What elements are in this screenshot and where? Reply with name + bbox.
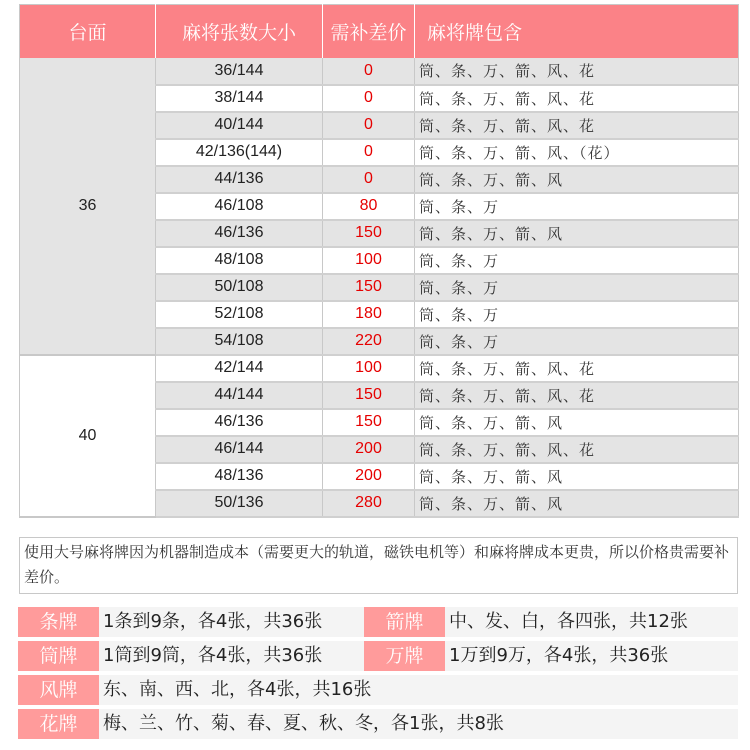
price-cell: 0 bbox=[323, 58, 415, 85]
legend-jian bbox=[364, 607, 688, 637]
legend-label: 风牌 bbox=[18, 675, 99, 705]
header-contents: 麻将牌包含 bbox=[415, 5, 739, 58]
price-cell: 100 bbox=[323, 355, 415, 382]
size-cell: 36/144 bbox=[156, 58, 323, 85]
table-header-row bbox=[20, 5, 739, 58]
size-cell: 48/108 bbox=[156, 247, 323, 274]
contents-cell: 筒、条、万、箭、风、花 bbox=[415, 112, 739, 139]
size-cell: 48/136 bbox=[156, 463, 323, 490]
legend-label: 万牌 bbox=[364, 641, 445, 671]
legend-label: 筒牌 bbox=[18, 641, 99, 671]
price-cell: 280 bbox=[323, 490, 415, 517]
legend-text: 东、南、西、北，各4张，共16张 bbox=[103, 679, 372, 700]
price-cell: 150 bbox=[323, 220, 415, 247]
price-cell: 220 bbox=[323, 328, 415, 355]
legend-feng bbox=[18, 675, 371, 705]
size-cell: 42/136(144) bbox=[156, 139, 323, 166]
legend-tong bbox=[18, 641, 364, 671]
price-cell: 150 bbox=[323, 382, 415, 409]
table-row bbox=[20, 58, 739, 85]
size-cell: 52/108 bbox=[156, 301, 323, 328]
legend-text: 1筒到9筒，各4张，共36张 bbox=[103, 645, 323, 666]
price-cell: 80 bbox=[323, 193, 415, 220]
tabletop-cell: 36 bbox=[20, 58, 156, 355]
legend-text: 梅、兰、竹、菊、春、夏、秋、冬，各1张，共8张 bbox=[103, 713, 504, 734]
contents-cell: 筒、条、万、箭、风 bbox=[415, 463, 739, 490]
size-cell: 46/108 bbox=[156, 193, 323, 220]
size-cell: 42/144 bbox=[156, 355, 323, 382]
table-group-36 bbox=[20, 58, 739, 355]
legend-row bbox=[18, 709, 738, 739]
contents-cell: 筒、条、万 bbox=[415, 301, 739, 328]
price-cell: 0 bbox=[323, 85, 415, 112]
size-cell: 46/136 bbox=[156, 220, 323, 247]
price-cell: 200 bbox=[323, 436, 415, 463]
size-cell: 46/144 bbox=[156, 436, 323, 463]
price-cell: 150 bbox=[323, 409, 415, 436]
contents-cell: 筒、条、万、箭、风、花 bbox=[415, 85, 739, 112]
legend-row bbox=[18, 607, 738, 637]
contents-cell: 筒、条、万、箭、风、花 bbox=[415, 382, 739, 409]
contents-cell: 筒、条、万 bbox=[415, 193, 739, 220]
contents-cell: 筒、条、万、箭、风 bbox=[415, 166, 739, 193]
surcharge-note: 使用大号麻将牌因为机器制造成本（需要更大的轨道，磁铁电机等）和麻将牌成本更贵，所以价格贵需要补差价。 bbox=[19, 537, 738, 594]
price-cell: 180 bbox=[323, 301, 415, 328]
size-cell: 38/144 bbox=[156, 85, 323, 112]
table-row bbox=[20, 355, 739, 382]
size-cell: 50/108 bbox=[156, 274, 323, 301]
price-cell: 0 bbox=[323, 166, 415, 193]
contents-cell: 筒、条、万 bbox=[415, 247, 739, 274]
contents-cell: 筒、条、万、箭、风 bbox=[415, 409, 739, 436]
contents-cell: 筒、条、万、箭、风、（花） bbox=[415, 139, 739, 166]
legend-text: 1万到9万，各4张，共36张 bbox=[449, 645, 669, 666]
header-tabletop: 台面 bbox=[20, 5, 156, 58]
legend-label: 条牌 bbox=[18, 607, 99, 637]
contents-cell: 筒、条、万 bbox=[415, 274, 739, 301]
tabletop-cell: 40 bbox=[20, 355, 156, 517]
price-cell: 0 bbox=[323, 112, 415, 139]
size-cell: 54/108 bbox=[156, 328, 323, 355]
contents-cell: 筒、条、万、箭、风、花 bbox=[415, 58, 739, 85]
legend-wan bbox=[364, 641, 668, 671]
size-cell: 40/144 bbox=[156, 112, 323, 139]
price-table bbox=[19, 4, 739, 518]
size-cell: 44/136 bbox=[156, 166, 323, 193]
size-cell: 46/136 bbox=[156, 409, 323, 436]
contents-cell: 筒、条、万 bbox=[415, 328, 739, 355]
price-cell: 150 bbox=[323, 274, 415, 301]
tile-legend bbox=[18, 607, 738, 743]
contents-cell: 筒、条、万、箭、风 bbox=[415, 220, 739, 247]
table-group-40 bbox=[20, 355, 739, 517]
legend-hua bbox=[18, 709, 504, 739]
contents-cell: 筒、条、万、箭、风 bbox=[415, 490, 739, 517]
legend-text: 中、发、白，各四张，共12张 bbox=[449, 611, 688, 632]
price-cell: 100 bbox=[323, 247, 415, 274]
header-tile-size: 麻将张数大小 bbox=[156, 5, 323, 58]
legend-row bbox=[18, 641, 738, 671]
price-cell: 200 bbox=[323, 463, 415, 490]
contents-cell: 筒、条、万、箭、风、花 bbox=[415, 355, 739, 382]
contents-cell: 筒、条、万、箭、风、花 bbox=[415, 436, 739, 463]
header-surcharge: 需补差价 bbox=[323, 5, 415, 58]
legend-label: 箭牌 bbox=[364, 607, 445, 637]
legend-text: 1条到9条，各4张，共36张 bbox=[103, 611, 323, 632]
legend-tiao bbox=[18, 607, 364, 637]
legend-row bbox=[18, 675, 738, 705]
legend-label: 花牌 bbox=[18, 709, 99, 739]
size-cell: 50/136 bbox=[156, 490, 323, 517]
size-cell: 44/144 bbox=[156, 382, 323, 409]
price-cell: 0 bbox=[323, 139, 415, 166]
